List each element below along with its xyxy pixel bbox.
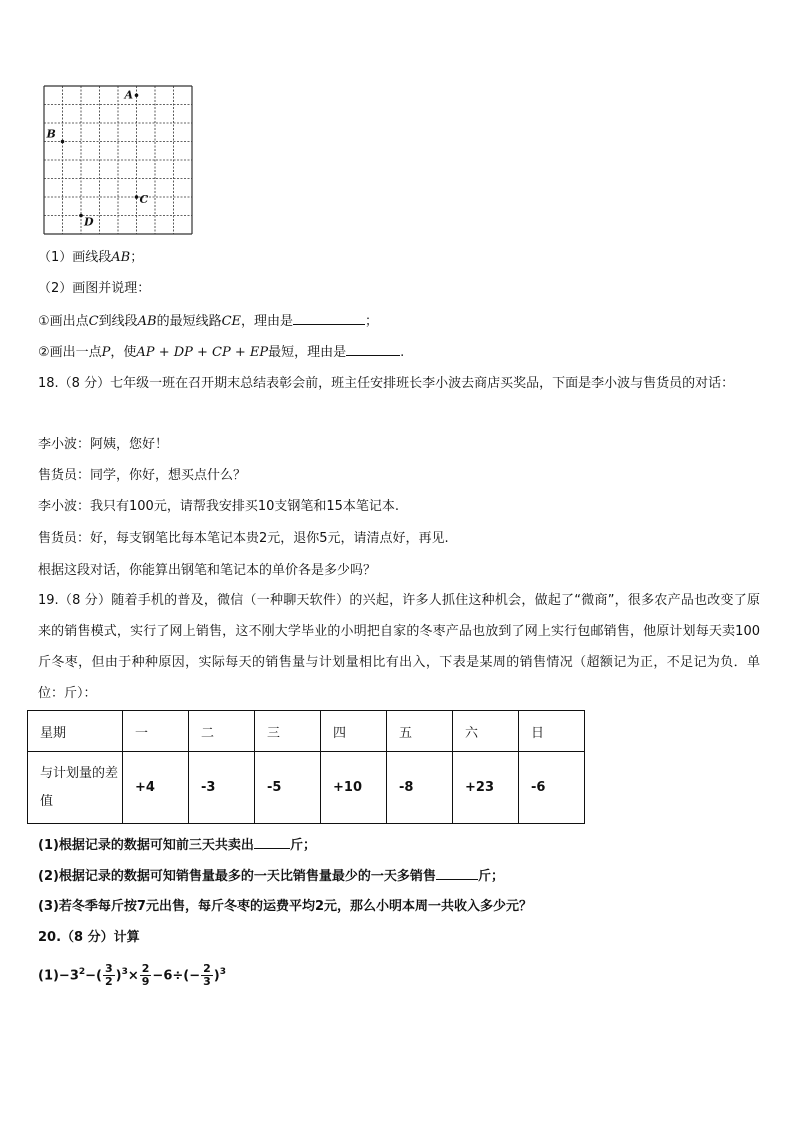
q17-var-ab2: AB — [137, 314, 157, 329]
fraction-numerator: 3 — [104, 962, 113, 976]
answer-blank — [436, 865, 478, 880]
point-label-a: A — [124, 88, 134, 102]
table-value: +10 — [321, 752, 387, 824]
q17-part2: （2）画图并说理： — [38, 281, 151, 296]
table-day: 日 — [519, 711, 585, 752]
expr-close: ) — [213, 968, 220, 984]
q19-intro: 19.（8 分）随着手机的普及，微信（一种聊天软件）的兴起，许多人抓住这种机会，做起了“微商”，很多农产品也改变了原来的销售模式，实行了网上销售，这不刚大学毕业的小明把自家的冬枣产品也放到了网上实行包邮销售，他原计划每天卖100斤冬枣，但由于种种原因，实际每天的销售量与计划量相比有出入，下表是某周的销售情况（超额记为正，不足记为负．单位：斤）： — [38, 593, 760, 701]
expr-minus-paren: −( — [85, 968, 102, 984]
q18-dialog-2: 售货员：同学，你好，想买点什么？ — [38, 468, 247, 483]
point-d — [79, 214, 83, 218]
table-value: +4 — [123, 752, 189, 824]
table-value: -3 — [189, 752, 255, 824]
q18-dialog-1: 李小波：阿姨，您好！ — [38, 437, 169, 452]
q18-intro: 18.（8 分）七年级一班在召开期末总结表彰会前，班主任安排班长李小波去商店买奖品，下面是李小波与售货员的对话： — [38, 376, 735, 391]
table-value: -5 — [255, 752, 321, 824]
q17-part1 — [38, 248, 143, 268]
answer-blank — [254, 834, 290, 849]
table-day: 六 — [453, 711, 519, 752]
table-row-label: 与计划量的差值 — [28, 752, 123, 824]
expr-close: ) — [115, 968, 122, 984]
q17-2a-mid: 到线段 — [98, 314, 138, 329]
point-c — [135, 195, 139, 199]
q19-sub2 — [38, 865, 504, 887]
expr-exponent: 3 — [121, 967, 128, 977]
point-label-c: C — [139, 193, 149, 206]
expr-exponent: 2 — [78, 967, 86, 977]
expr-lead: (1)−3 — [38, 968, 79, 984]
q19-sub2-suffix: 斤； — [477, 869, 504, 884]
table-value: +23 — [453, 752, 519, 824]
table-header-label: 星期 — [28, 711, 123, 752]
q17-2b-mid2: 最短，理由是 — [268, 345, 347, 360]
fraction — [103, 963, 115, 988]
q17-part1-suffix: ； — [130, 250, 144, 265]
q17-2b-mid: ，使 — [110, 345, 137, 360]
table-value: -8 — [387, 752, 453, 824]
answer-blank — [293, 310, 365, 325]
grid-figure — [40, 80, 195, 240]
table-row — [28, 711, 585, 752]
q17-2b-end: . — [400, 345, 405, 360]
point-b — [61, 140, 65, 144]
q17-part1-prefix: （1）画线段 — [38, 250, 112, 265]
grid-diagram — [40, 80, 195, 240]
q17-var-c: C — [88, 314, 99, 329]
fraction-denominator: 2 — [104, 975, 113, 989]
q17-2b-prefix: ②画出一点 — [38, 345, 102, 360]
fraction-denominator: 9 — [141, 975, 150, 989]
q17-part2b — [38, 341, 404, 363]
table-day: 四 — [321, 711, 387, 752]
q17-var-p: P — [101, 345, 111, 360]
q17-var-ab: AB — [111, 250, 131, 265]
q18-dialog-4: 售货员：好，每支钢笔比每本笔记本贵2元，退你5元，请清点好，再见. — [38, 531, 449, 546]
fraction-numerator: 2 — [141, 962, 150, 976]
table-day: 五 — [387, 711, 453, 752]
table-row — [28, 752, 585, 824]
table-day: 一 — [123, 711, 189, 752]
q17-expr: AP + DP + CP + EP — [136, 345, 269, 360]
q19-sub1 — [38, 834, 316, 856]
fraction-denominator: 3 — [203, 975, 211, 989]
q19-sub1-prefix: (1)根据记录的数据可知前三天共卖出 — [38, 838, 254, 853]
q17-var-ce: CE — [221, 314, 242, 329]
q17-2a-mid3: ，理由是 — [241, 314, 294, 329]
point-label-d: D — [84, 215, 94, 229]
q17-part2a — [38, 310, 378, 332]
point-label-b: B — [46, 127, 56, 141]
point-a — [135, 93, 139, 97]
q17-2a-prefix: ①画出点 — [38, 314, 89, 329]
table-day: 二 — [189, 711, 255, 752]
fraction-numerator: 2 — [203, 962, 211, 976]
answer-blank — [346, 341, 400, 356]
expr-mid: −6÷(− — [152, 968, 201, 984]
q19-sub3: (3)若冬季每斤按7元出售，每斤冬枣的运费平均2元，那么小明本周一共收入多少元？ — [38, 899, 533, 914]
sales-table — [27, 710, 585, 824]
q20-expression — [38, 958, 226, 990]
expr-exponent: 3 — [219, 967, 226, 977]
fraction — [140, 963, 152, 988]
q20-title: 20.（8 分）计算 — [38, 930, 140, 945]
q17-2a-mid2: 的最短线路 — [156, 314, 222, 329]
q19-sub1-suffix: 斤； — [289, 838, 316, 853]
q19-sub2-prefix: (2)根据记录的数据可知销售量最多的一天比销售量最少的一天多销售 — [38, 869, 436, 884]
expr-times: × — [127, 968, 139, 984]
q18-question: 根据这段对话，你能算出钢笔和笔记本的单价各是多少吗？ — [38, 563, 377, 578]
q17-2a-end: ； — [365, 314, 379, 329]
table-day: 三 — [255, 711, 321, 752]
table-value: -6 — [519, 752, 585, 824]
fraction — [201, 963, 213, 988]
q18-dialog-3: 李小波：我只有100元，请帮我安排买10支钢笔和15本笔记本. — [38, 499, 400, 514]
